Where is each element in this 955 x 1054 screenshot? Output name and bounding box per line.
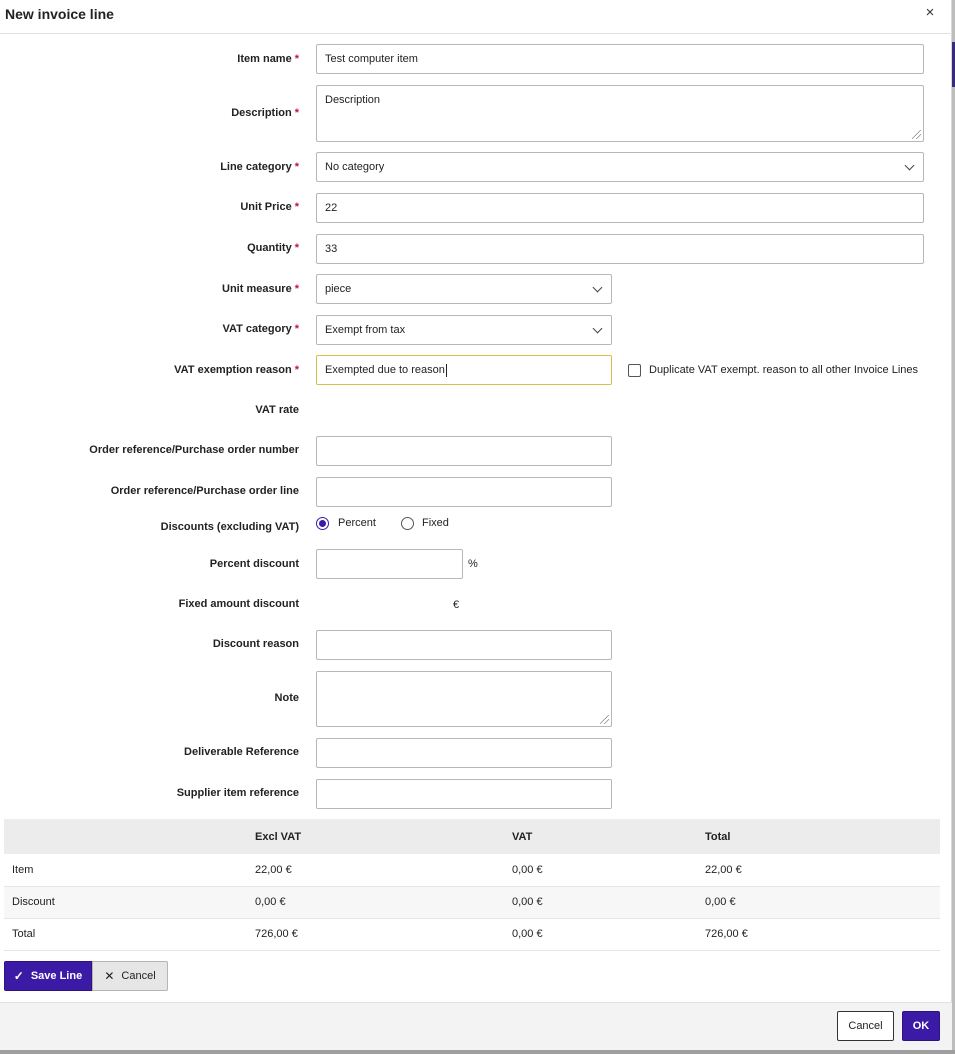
table-cell: Total (4, 918, 255, 950)
vat-category-value: Exempt from tax (325, 324, 406, 336)
unit-price-label (240, 201, 299, 213)
required-mark: * (294, 364, 299, 376)
resize-grip-icon[interactable] (912, 130, 921, 139)
discount-percent-label[interactable]: Percent (338, 517, 376, 529)
table-cell: 0,00 € (512, 918, 705, 950)
text-caret (446, 364, 447, 377)
percent-unit: % (468, 558, 478, 570)
order-reference-line-label: Order reference/Purchase order line (110, 485, 299, 497)
required-mark: * (294, 53, 299, 65)
item-name-input[interactable]: Test computer item (316, 44, 924, 74)
note-label: Note (274, 692, 299, 704)
table-cell: 0,00 € (705, 886, 940, 918)
percent-discount-label: Percent discount (209, 558, 299, 570)
quantity-label-text: Quantity (247, 242, 292, 254)
table-cell: 726,00 € (255, 918, 512, 950)
check-icon: ✓ (13, 969, 24, 983)
line-category-value: No category (325, 161, 385, 173)
deliverable-reference-input[interactable] (316, 738, 612, 768)
line-category-label-text: Line category (220, 161, 292, 173)
line-category-select[interactable] (316, 152, 924, 182)
percent-discount-input[interactable] (316, 549, 463, 579)
chevron-down-icon (905, 161, 915, 171)
item-name-label (237, 53, 299, 65)
vat-exemption-reason-label-text: VAT exemption reason (174, 364, 292, 376)
table-row (4, 886, 940, 918)
table-cell: 22,00 € (705, 854, 940, 886)
chevron-down-icon (593, 324, 603, 334)
unit-price-label-text: Unit Price (240, 201, 292, 213)
table-header-row (4, 819, 940, 854)
discounts-label: Discounts (excluding VAT) (160, 521, 299, 533)
close-icon: ✕ (104, 969, 115, 983)
vat-exemption-reason-label (174, 364, 299, 376)
order-reference-label: Order reference/Purchase order number (89, 444, 299, 456)
table-cell: 0,00 € (512, 886, 705, 918)
save-line-label: Save Line (30, 970, 83, 982)
unit-measure-select[interactable] (316, 274, 612, 304)
table-header: VAT (512, 819, 705, 854)
deliverable-reference-label: Deliverable Reference (184, 746, 299, 758)
table-cell: 0,00 € (255, 886, 512, 918)
cancel-line-label: Cancel (121, 970, 156, 982)
vat-rate-label: VAT rate (255, 404, 299, 416)
line-category-label (220, 161, 299, 173)
table-row (4, 918, 940, 950)
supplier-item-reference-input[interactable] (316, 779, 612, 809)
unit-measure-label-text: Unit measure (222, 283, 292, 295)
unit-measure-value: piece (325, 283, 352, 295)
unit-measure-label (222, 283, 299, 295)
cancel-line-button[interactable] (92, 961, 168, 991)
table-cell: Item (4, 854, 255, 886)
discount-reason-input[interactable] (316, 630, 612, 660)
table-header (4, 819, 255, 854)
table-header: Total (705, 819, 940, 854)
euro-unit: € (453, 599, 460, 611)
note-textarea[interactable] (316, 671, 612, 727)
required-mark: * (294, 161, 299, 173)
vat-category-select[interactable] (316, 315, 612, 345)
vat-exemption-reason-input[interactable] (316, 355, 612, 385)
discount-percent-radio[interactable] (316, 517, 329, 530)
required-mark: * (294, 283, 299, 295)
supplier-item-reference-label: Supplier item reference (176, 787, 299, 799)
window-bottom-edge (0, 1050, 955, 1054)
order-reference-input[interactable] (316, 436, 612, 466)
discount-fixed-label[interactable]: Fixed (422, 517, 449, 529)
description-label (231, 107, 299, 119)
required-mark: * (294, 242, 299, 254)
item-name-label-text: Item name (237, 53, 292, 65)
table-cell: Discount (4, 886, 255, 918)
required-mark: * (294, 107, 299, 119)
totals-table (4, 819, 940, 951)
ok-button[interactable]: OK (902, 1011, 940, 1041)
duplicate-vat-reason-checkbox[interactable] (628, 364, 641, 377)
required-mark: * (294, 201, 299, 213)
description-textarea[interactable] (316, 85, 924, 142)
quantity-label (247, 242, 299, 254)
table-cell: 726,00 € (705, 918, 940, 950)
table-cell: 22,00 € (255, 854, 512, 886)
discount-fixed-radio[interactable] (401, 517, 414, 530)
resize-grip-icon[interactable] (600, 715, 609, 724)
description-placeholder: Description (325, 94, 381, 106)
required-mark: * (294, 323, 299, 335)
duplicate-vat-reason-label[interactable]: Duplicate VAT exempt. reason to all other Invoice Lines (649, 364, 919, 376)
table-header: Excl VAT (255, 819, 512, 854)
dialog-header (0, 0, 952, 34)
close-icon[interactable]: × (925, 4, 935, 21)
save-line-button[interactable] (4, 961, 92, 991)
description-label-text: Description (231, 107, 292, 119)
vat-category-label-text: VAT category (222, 323, 292, 335)
discount-reason-label: Discount reason (212, 638, 299, 650)
cancel-button[interactable]: Cancel (837, 1011, 894, 1041)
unit-price-input[interactable]: 22 (316, 193, 924, 223)
table-cell: 0,00 € (512, 854, 705, 886)
order-reference-line-input[interactable] (316, 477, 612, 507)
fixed-amount-discount-label: Fixed amount discount (178, 598, 299, 610)
vat-category-label (222, 323, 299, 335)
table-row (4, 854, 940, 886)
quantity-input[interactable]: 33 (316, 234, 924, 264)
chevron-down-icon (593, 283, 603, 293)
dialog-title: New invoice line (5, 6, 114, 22)
vat-exemption-reason-value: Exempted due to reason (325, 364, 445, 376)
dialog-footer (0, 1002, 952, 1050)
